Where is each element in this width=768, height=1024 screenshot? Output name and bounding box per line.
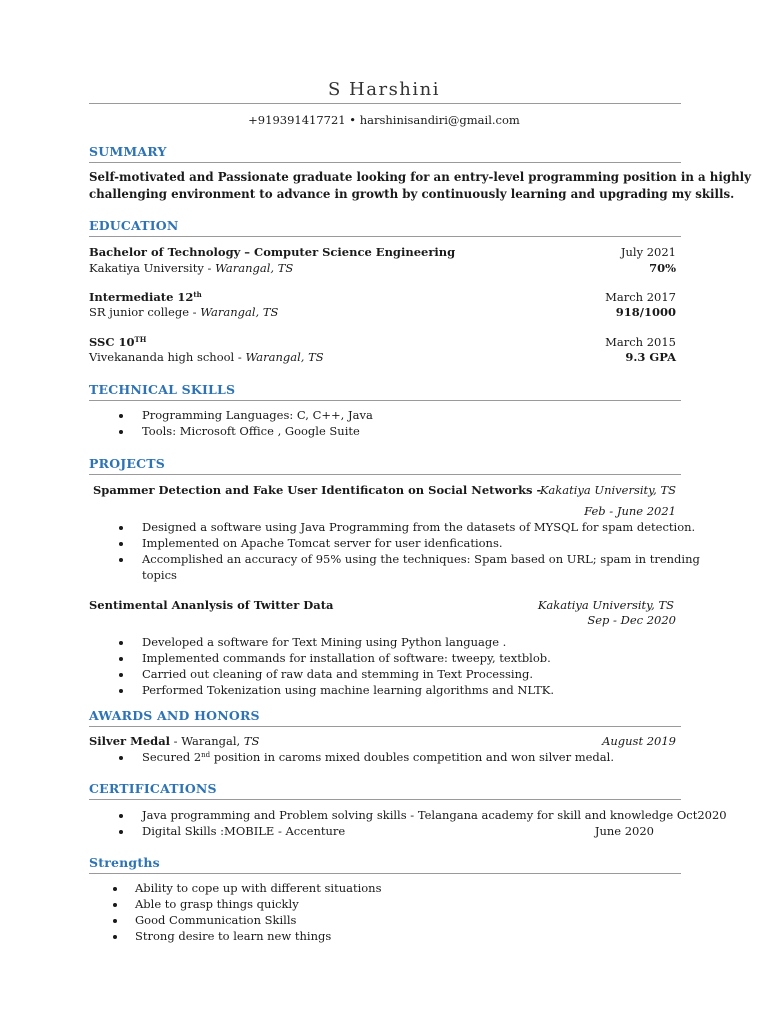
skill-item: Programming Languages: C, C++, Java (142, 408, 373, 422)
education-rule (89, 236, 681, 237)
project-place-2: Kakatiya University, TS (537, 598, 674, 612)
strengths-rule (89, 873, 681, 874)
header-rule (89, 103, 681, 104)
bullet-icon (119, 830, 123, 834)
project-bullet: Implemented commands for installation of software: tweepy, textblob. (142, 651, 551, 665)
project-bullet-continuation: topics (142, 568, 177, 582)
projects-rule (89, 474, 681, 475)
certification-date: June 2020 (594, 824, 654, 838)
projects-heading: PROJECTS (89, 456, 165, 471)
project-bullet: Carried out cleaning of raw data and stemming in Text Processing. (142, 667, 533, 681)
education-degree-1: Bachelor of Technology – Computer Science Engineering (89, 245, 456, 259)
education-date-2: March 2017 (605, 290, 676, 304)
awards-rule (89, 726, 681, 727)
project-date-2: Sep - Dec 2020 (587, 613, 676, 627)
technical-skills-rule (89, 400, 681, 401)
project-title-2: Sentimental Ananlysis of Twitter Data (89, 598, 334, 612)
contact-line: +919391417721 • harshinisandiri@gmail.com (248, 113, 520, 127)
project-bullet: Accomplished an accuracy of 95% using the techniques: Spam based on URL; spam in trending (142, 552, 700, 566)
education-score-3: 9.3 GPA (625, 350, 676, 364)
strength-item: Ability to cope up with different situations (135, 881, 382, 895)
project-bullet: Performed Tokenization using machine learning algorithms and NLTK. (142, 683, 555, 697)
bullet-icon (119, 689, 123, 693)
technical-skills-heading: TECHNICAL SKILLS (89, 382, 236, 397)
bullet-icon (113, 887, 117, 891)
bullet-icon (119, 657, 123, 661)
award-date: August 2019 (602, 734, 676, 748)
project-bullet: Developed a software for Text Mining using Python language . (142, 635, 507, 649)
project-bullet: Designed a software using Java Programming from the datasets of MYSQL for spam detection. (142, 520, 696, 534)
bullet-icon (119, 673, 123, 677)
candidate-name: S Harshini (327, 79, 441, 100)
summary-line-2: challenging environment to advance in growth by continuously learning and upgrading my skills. (89, 187, 735, 201)
bullet-icon (119, 641, 123, 645)
bullet-icon (119, 814, 123, 818)
education-degree-3: SSC 10TH (89, 335, 147, 349)
strength-item: Strong desire to learn new things (135, 929, 332, 943)
skill-item: Tools: Microsoft Office , Google Suite (142, 424, 360, 438)
project-place-1: Kakatiya University, TS (539, 483, 676, 497)
award-bullet: Secured 2nd position in caroms mixed doubles competition and won silver medal. (142, 750, 614, 764)
project-title-1: Spammer Detection and Fake User Identificaton on Social Networks - (93, 483, 542, 497)
bullet-icon (119, 414, 123, 418)
education-institution-1: Kakatiya University - Warangal, TS (89, 261, 294, 275)
bullet-icon (119, 430, 123, 434)
education-institution-3: Vivekananda high school - Warangal, TS (89, 350, 324, 364)
education-date-3: March 2015 (605, 335, 676, 349)
bullet-icon (113, 903, 117, 907)
education-heading: EDUCATION (89, 218, 179, 233)
strength-item: Good Communication Skills (135, 913, 297, 927)
education-score-1: 70% (649, 261, 676, 275)
strengths-heading: Strengths (89, 855, 160, 870)
bullet-icon (113, 935, 117, 939)
bullet-icon (113, 919, 117, 923)
award-title: Silver Medal - Warangal, TS (89, 734, 260, 748)
bullet-icon (119, 542, 123, 546)
education-score-2: 918/1000 (615, 305, 676, 319)
education-institution-2: SR junior college - Warangal, TS (89, 305, 279, 319)
strength-item: Able to grasp things quickly (135, 897, 299, 911)
certification-item: Java programming and Problem solving skills - Telangana academy for skill and knowledge Oct2020 (142, 808, 727, 822)
summary-heading: SUMMARY (89, 144, 167, 159)
bullet-icon (119, 756, 123, 760)
certifications-heading: CERTIFICATIONS (89, 781, 217, 796)
project-bullet: Implemented on Apache Tomcat server for user idenfications. (142, 536, 503, 550)
education-date-1: July 2021 (620, 245, 676, 259)
bullet-icon (119, 558, 123, 562)
certification-item: Digital Skills :MOBILE - Accenture (142, 824, 346, 838)
project-date-1: Feb - June 2021 (584, 504, 676, 518)
bullet-icon (119, 526, 123, 530)
awards-heading: AWARDS AND HONORS (89, 708, 260, 723)
summary-line-1: Self-motivated and Passionate graduate looking for an entry-level programming position in a highly (89, 170, 751, 184)
education-degree-2: Intermediate 12th (89, 290, 202, 304)
certifications-rule (89, 799, 681, 800)
summary-rule (89, 162, 681, 163)
